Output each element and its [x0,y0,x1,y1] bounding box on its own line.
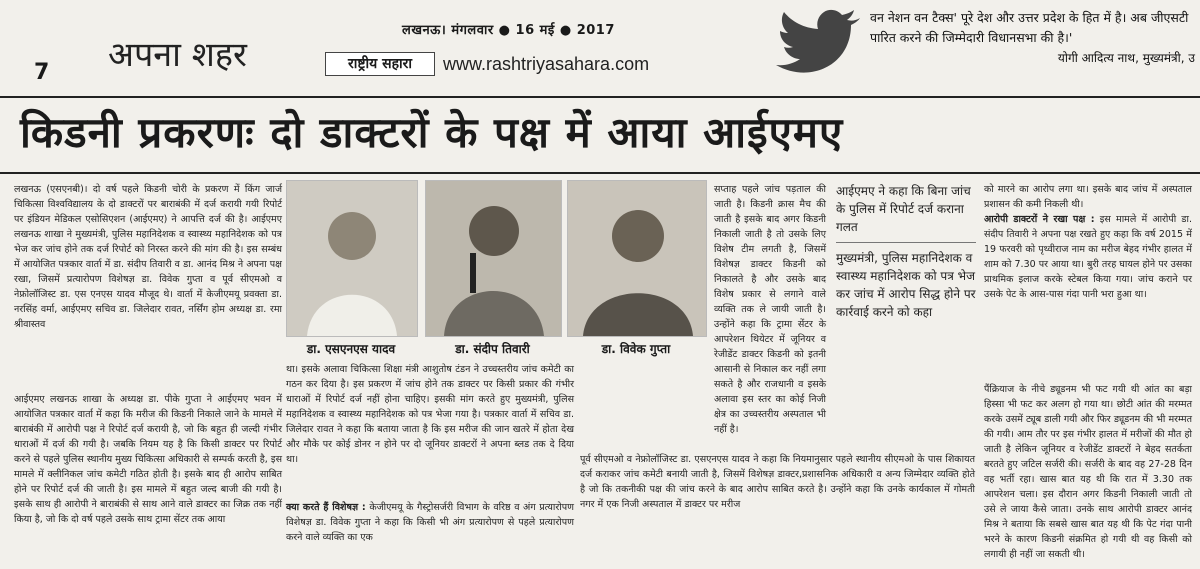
article-column-2 [286,362,574,499]
photo-doctor-3 [567,180,707,337]
pull-quote-1: आईएमए ने कहा कि बिना जांच के पुलिस में रिपोर्ट दर्ज कराना गलत [836,184,971,234]
photo-caption: डा. विवेक गुप्ता [601,342,671,356]
article-paragraph: सप्ताह पहले जांच पड़ताल की जाती है। किडनी क्रास मैच की जाती है इसके बाद अगर किडनी निकाली जाती है तो उसके लिए विशेष टीम लगती है, जिसमें विशेषज्ञ डाक्टर किडनी को निकालते है और उसके बाद विशेष प्रकार से लगाने वाले व्यक्ति तक ले जायी जाती है। उन्होंने कहा कि ट्रामा सेंटर के आपरेशन थियेटर में जूनियर व रेजीडेंट डाक्टर किडनी को इतनी आसानी से निकाल कर नहीं लगा सकते है और राजधानी व इसके अलावा इस स्तर का कोई निजी क्षेत्र का उच्चस्तरीय अस्पताल भी नहीं है। [714,184,826,435]
twitter-bird-icon [775,8,865,78]
page-number: 7 [34,60,50,85]
photo-doctor-1 [286,180,418,337]
quote-text: वन नेशन वन टैक्स' पूरे देश और उत्तर प्रदेश के हित में है। अब जीएसटी पारित करने की जिम्मेदारी विधानसभा की है।' [870,10,1189,45]
person-photo-icon [568,181,706,336]
newspaper-logo: राष्ट्रीय सहारा [325,52,435,76]
article-paragraph: पैंक्रियाज के नीचे ड्यूडनम भी फट गयी थी आंत का बड़ा हिस्सा भी फट कर अलग हो गया था। छोटी आंत की मरम्मत करके उसमें ट्यूब डाली गयी और फिर ड्यूडनम की भी मरम्मत की गयी। आम तौर पर इस गंभीर हालत में मरीजों की मौत हो जाती है लेकिन जूनियर व रेजीडेंट डाक्टरों ने बेहद सतर्कता बरतते हुए जटिल सर्जरी की। सर्जरी के बाद वह 27-28 दिन वह भर्ती रहा। खास बात यह थी कि रात में 3.30 तक आपरेशन चला। इस दौरान अगर किडनी निकाली जाती तो उसे ले जाया कैसे जाता। उनके साथ आरोपी डाक्टर आनंद मिश्र ने बताया कि सबसे खास बात यह थी कि पेट गंदा पानी भरने के कारण किडनी संक्रमित हो गयी थी वह किसी को लगायी ही नहीं जा सकती थी। [984,384,1192,560]
quote-block [870,8,1195,68]
subheading: आरोपी डाक्टरों ने रखा पक्ष : [984,214,1095,225]
article-column-1 [14,182,282,392]
headline: किडनी प्रकरणः दो डाक्टरों के पक्ष में आया आईएमए [20,108,844,157]
article-column-5b [984,382,1192,567]
article-column-3b [580,452,975,567]
subheading: क्या करते हैं विशेषज्ञ : [286,502,366,513]
section-title: अपना शहर [108,35,247,75]
photo-caption: डा. संदीप तिवारी [455,342,530,356]
article-paragraph: पूर्व सीएमओ व नेफ्रोलॉजिस्ट डा. एसएनएस यादव ने कहा कि नियमानुसार पहले स्थानीय सीएमओ के पास शिकायत दर्ज कराकर जांच कमेटी बनायी जाती है, जिसमें विशेषज्ञ डाक्टर,प्रशासनिक अधिकारी व अन्य जिम्मेदार व्यक्ति होते है जो कि तकनीकी पक्ष की जांच करने के बाद आरोप साबित करते है। उन्होंने कहा कि उनके कार्यकाल में गोमती नगर में एक निजी अस्पताल में डाक्टर पर मरीज [580,454,975,510]
article-paragraph: आईएमए लखनऊ शाखा के अध्यक्ष डा. पीके गुप्ता ने आईएमए भवन में आयोजित पत्रकार वार्ता में कहा कि मरीज की किडनी निकाले जाने के मामले में बाराबंकी में आरोपी पक्ष ने रिपोर्ट दर्ज करायी है, जो कि बहुत ही जल्दी गंभीर धाराओं में दर्ज की गयी है। जबकि नियम यह है कि किसी डाक्टर पर रिपोर्ट करने से पहले पुलिस स्थानीय मुख्य चिकित्सा अधिकारी से सम्पर्क करती है, इस मामले में क्लीनिकल जांच कमेटी गठित होती है। इसके बाद ही आरोप साबित होने पर रिपोर्ट दर्ज की जाती है। इस मामले में बहुत जल्द बाजी की गयी है। इसके साथ ही आरोपी ने बाराबंकी से साथ आने वाले डाक्टर का जिक्र तक नहीं किया है, जो कि दो वर्ष पहले उसके साथ ट्रामा सेंटर तक आया [14,394,282,525]
article-paragraph: को मारने का आरोप लगा था। इसके बाद जांच में अस्पताल प्रशासन की कमी निकली थी। [984,184,1192,210]
photo-caption: डा. एसएनएस यादव [306,342,396,356]
masthead [0,0,1200,98]
article-paragraph: था। इसके अलावा चिकित्सा शिक्षा मंत्री आशुतोष टंडन ने उच्चस्तरीय जांच कमेटी का गठन कर दिया है। इस प्रकरण में जांच होने तक डाक्टर पर किसी प्रकार की गंभीर धाराओं में रिपोर्ट दर्ज नहीं होना चाहिए। इसकी मांग करते हुए मुख्यमंत्री, पुलिस महानिदेशक व स्वास्थ्य महानिदेशक को पत्र भेजा गया है। पत्रकार वार्ता में सचिव डा. जिलेदार रावत ने कहा कि बताया जाता है कि इस मरीज की जान खतरे में होता देख और मौके पर कोई डोनर न होने पर दो जूनियर डाक्टरों ने अपना ब्लड तक दे दिया था। [286,364,574,465]
pull-quote-box [836,182,976,452]
quote-author: योगी आदित्य नाथ, मुख्यमंत्री, उ [1057,51,1195,65]
article-paragraph: केजीएमयू के गैस्ट्रोसर्जरी विभाग के वरिष्ठ व अंग प्रत्यारोपण विशेषज्ञ डा. विवेक गुप्ता ने कहा कि किसी भी अंग प्रत्यारोपण से पहले प्रत्यारोपण करने वाले व्यक्ति का एक [286,502,574,543]
article-column-3 [714,182,826,435]
date-line: लखनऊ। मंगलवार ● 16 मई ● 2017 [402,23,615,38]
article-column-5 [984,182,1192,382]
article-paragraph: इस मामले में आरोपी डा. संदीप तिवारी ने अपना पक्ष रखते हुए कहा कि वर्ष 2015 में 19 फरवरी को पृथ्वीराज नाम का मरीज बेहद गंभीर हालत में शाम को 7.30 पर आया था। बुरी तरह घायल होने पर उसका प्राथमिक इलाज करके स्टेबल किया गया। जांच कराने पर उसके पेट के आस-पास गंदा पानी भरा हुआ था। [984,214,1192,300]
article-column-1b [14,392,282,567]
person-photo-icon [287,181,417,336]
newspaper-url: www.rashtriyasahara.com [443,54,650,74]
photo-doctor-2 [425,180,562,337]
pull-quote-divider [836,242,976,243]
person-photo-icon [426,181,561,336]
headline-rule [0,172,1200,174]
article-column-2b [286,500,574,567]
pull-quote-2: मुख्यमंत्री, पुलिस महानिदेशक व स्वास्थ्य महानिदेशक को पत्र भेज कर जांच में आरोप सिद्ध होने पर कार्रवाई करने को कहा [836,251,976,319]
article-paragraph: लखनऊ (एसएनबी)। दो वर्ष पहले किडनी चोरी के प्रकरण में किंग जार्ज चिकित्सा विश्वविद्यालय के दो डाक्टरों पर बाराबंकी में दर्ज करायी गयी रिपोर्ट पर इंडियन मेडिकल एसोसिएशन (आईएमए) ने आपत्ति दर्ज की है। आईएमए लखनऊ शाखा ने मुख्यमंत्री, पुलिस महानिदेशक व स्वास्थ्य महानिदेशक को पत्र भेज कर जांच होने तक दर्ज रिपोर्ट को निरस्त करने की मांग की है। इस सम्बंध में आयोजित पत्रकार वार्ता में डा. संदीप तिवारी व डा. आनंद मिश्र ने अपना पक्ष रखा, जिसमें प्रत्यारोपण विशेषज्ञ डा. विवेक गुप्ता व पूर्व सीएमओ व नेफ्रोलॉजिस्ट डा. एस एनएस यादव मौजूद थे। वार्ता में केजीएमयू प्रवक्ता डा. नरसिंह वर्मा, आईएमए सचिव डा. जिलेदार रावत, नर्सिंग होम अध्यक्ष डा. रमा श्रीवास्तव [14,184,282,330]
